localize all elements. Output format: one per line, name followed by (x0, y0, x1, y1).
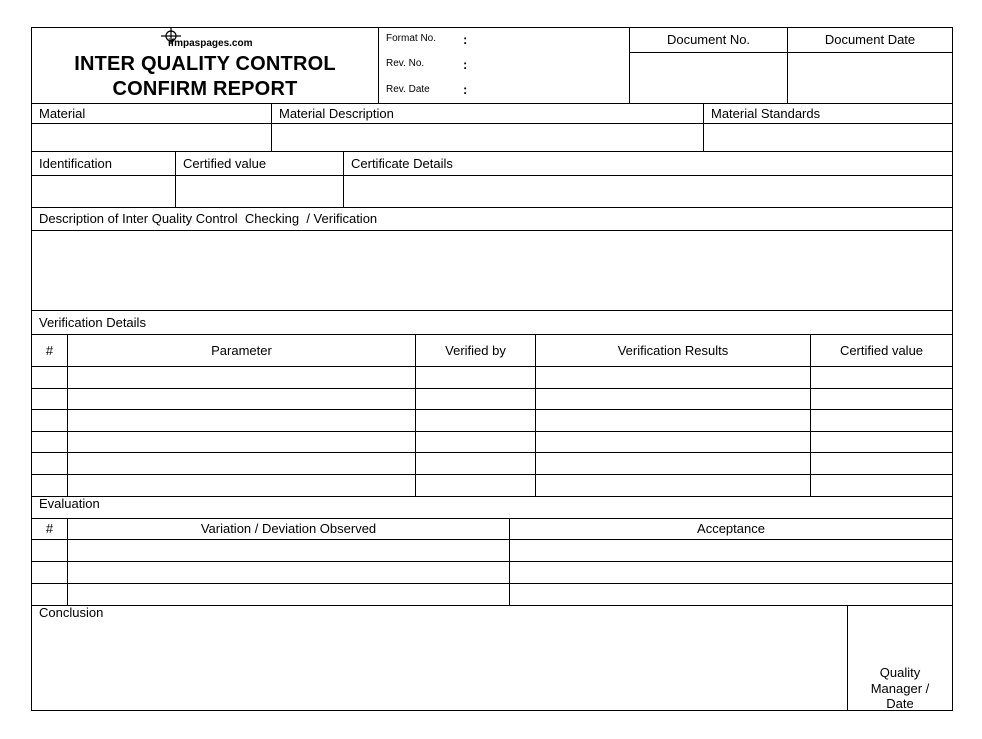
verification-col-parameter: Parameter (211, 343, 272, 358)
verification-row-line (31, 431, 953, 432)
description-bottom-line (31, 310, 953, 311)
verification-divider-1 (67, 334, 68, 496)
verification-header-line (31, 366, 953, 367)
signoff-line-3: Date (886, 696, 914, 711)
material-label: Material (39, 106, 86, 121)
conclusion-label: Conclusion (39, 605, 104, 620)
verification-row-line (31, 409, 953, 410)
verification-col-verified-by: Verified by (445, 343, 506, 358)
border-right (952, 27, 953, 711)
identification-bottom-line (31, 207, 953, 208)
certificate-details-label: Certificate Details (351, 156, 453, 171)
material-standards-field[interactable] (704, 124, 952, 151)
report-title-line-1: INTER QUALITY CONTROL (74, 53, 336, 75)
signoff-line-2: Manager / (870, 681, 930, 696)
certified-value-field[interactable] (176, 176, 343, 207)
material-description-field[interactable] (272, 124, 703, 151)
document-no-field[interactable] (630, 53, 787, 103)
material-bottom-line (31, 151, 953, 152)
material-field[interactable] (32, 124, 271, 151)
verification-bottom-line (31, 496, 953, 497)
evaluation-col-number: # (45, 521, 54, 536)
document-date-field[interactable] (788, 53, 952, 103)
evaluation-col-acceptance: Acceptance (697, 521, 765, 536)
certified-value-label: Certified value (183, 156, 267, 171)
format-no-label: Format No. (386, 33, 437, 44)
verification-heading-line (31, 334, 953, 335)
description-field[interactable] (32, 231, 952, 310)
verification-row-line (31, 388, 953, 389)
rev-date-colon: : (463, 82, 468, 97)
verification-divider-2 (415, 334, 416, 496)
verification-divider-4 (810, 334, 811, 496)
verification-row-line (31, 452, 953, 453)
evaluation-row-line (31, 583, 953, 584)
signoff-line-1: Quality (879, 665, 921, 680)
evaluation-heading: Evaluation (39, 496, 100, 511)
rev-no-colon: : (463, 57, 468, 72)
evaluation-heading-line (31, 518, 953, 519)
header-bottom-line (31, 103, 953, 104)
rev-no-label: Rev. No. (386, 58, 425, 69)
document-date-label: Document Date (824, 32, 916, 47)
evaluation-col-deviation: Variation / Deviation Observed (200, 521, 377, 536)
evaluation-bottom-line (31, 605, 953, 606)
border-bottom (31, 710, 953, 711)
identification-field[interactable] (32, 176, 175, 207)
verification-col-certified-value: Certified value (839, 343, 924, 358)
material-description-label: Material Description (279, 106, 394, 121)
verification-heading: Verification Details (39, 315, 146, 330)
verification-divider-3 (535, 334, 536, 496)
document-no-label: Document No. (666, 32, 751, 47)
material-standards-label: Material Standards (711, 106, 821, 121)
evaluation-row-line (31, 561, 953, 562)
verification-col-number: # (45, 343, 54, 358)
header-divider-1 (378, 27, 379, 103)
identification-label: Identification (39, 156, 112, 171)
report-title-line-2: CONFIRM REPORT (112, 78, 298, 100)
verification-row-line (31, 474, 953, 475)
format-no-colon: : (463, 32, 468, 47)
verification-col-results: Verification Results (617, 343, 729, 358)
rev-date-label: Rev. Date (386, 84, 430, 95)
description-heading: Description of Inter Quality Control Checking / Verification (39, 211, 378, 226)
conclusion-field[interactable] (32, 620, 846, 710)
evaluation-header-line (31, 539, 953, 540)
certificate-details-field[interactable] (344, 176, 952, 207)
logo-text: ifmpaspages.com (168, 38, 253, 49)
